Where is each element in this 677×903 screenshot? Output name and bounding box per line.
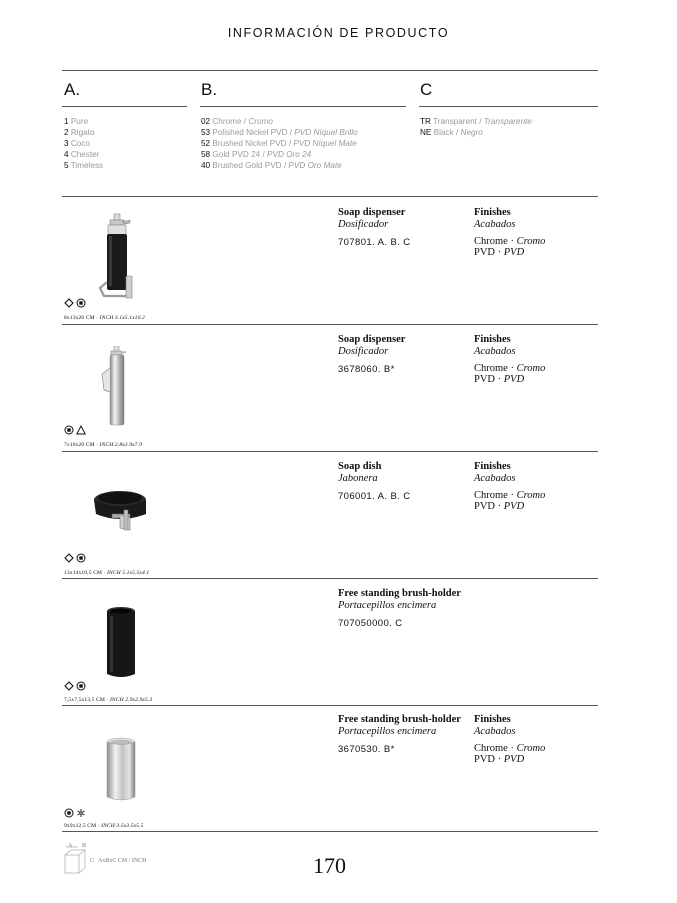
finish-option-1: Chrome · Cromo — [474, 490, 546, 501]
list-item: 52 Brushed Nickel PVD / PVD Níquel Mate — [201, 139, 357, 148]
bottom-rule — [62, 831, 598, 832]
target-square-icon — [76, 681, 86, 691]
product-name-es: Dosificador — [338, 346, 389, 357]
diamond-outline-icon — [64, 681, 74, 691]
product-code: 707801. A. B. C — [338, 237, 411, 248]
list-item: 4 Chester — [64, 150, 100, 159]
page-number: 170 — [313, 853, 346, 878]
finishes-label-es: Acabados — [474, 219, 516, 230]
list-item: 58 Gold PVD 24 / PVD Oro 24 — [201, 150, 312, 159]
list-item: 40 Brushed Gold PVD / PVD Oro Mate — [201, 161, 342, 170]
finish-option-2: PVD · PVD — [474, 374, 525, 385]
product-image-soap-dish — [90, 488, 154, 536]
finishes-label: Finishes — [474, 461, 511, 472]
finish-option-1: Chrome · Cromo — [474, 743, 546, 754]
section-rule — [62, 196, 598, 197]
finishes-label: Finishes — [474, 714, 511, 725]
finish-option-2: PVD · PVD — [474, 754, 525, 765]
legend-c: C — [90, 858, 95, 864]
column-c-rule — [419, 106, 598, 107]
target-square-icon — [76, 553, 86, 563]
legend-text: AxBxC CM / INCH — [98, 858, 147, 864]
target-square-icon — [76, 298, 86, 308]
list-item: 53 Polished Nickel PVD / PVD Níquel Brillo — [201, 128, 358, 137]
product-code: 3670530. B* — [338, 744, 395, 755]
product-name-es: Portacepillos encimera — [338, 600, 437, 611]
product-dimensions: 13x14x10,5 CM · INCH 5.1x5.5x4.1 — [64, 570, 150, 576]
product-code: 707050000. C — [338, 618, 403, 629]
diamond-outline-icon — [64, 298, 74, 308]
product-dimensions: 7,5x7,5x13,5 CM · INCH 2.9x2.9x5.3 — [64, 697, 153, 703]
legend-b: B — [82, 843, 87, 849]
product-name: Free standing brush-holder — [338, 588, 461, 599]
product-icons — [64, 298, 86, 308]
row-divider — [62, 451, 598, 452]
triangle-outline-icon — [76, 425, 86, 435]
target-square-icon — [64, 425, 74, 435]
product-icons — [64, 681, 86, 691]
product-icons — [64, 553, 86, 563]
finish-option-1: Chrome · Cromo — [474, 363, 546, 374]
finishes-label: Finishes — [474, 334, 511, 345]
product-dimensions: 9x9x12,5 CM · INCH 3.5x3.5x5.5 — [64, 823, 144, 829]
product-image-brush-holder-chrome — [104, 737, 138, 803]
product-name: Soap dish — [338, 461, 382, 472]
dimension-legend-cube-icon — [62, 843, 95, 877]
product-name: Soap dispenser — [338, 334, 406, 345]
product-image-brush-holder-black — [104, 606, 138, 680]
list-item: 1 Pure — [64, 117, 89, 126]
list-item: 02 Chrome / Cromo — [201, 117, 273, 126]
page-title: INFORMACIÓN DE PRODUCTO — [227, 26, 450, 40]
product-name: Soap dispenser — [338, 207, 406, 218]
list-item: 3 Coco — [64, 139, 90, 148]
row-divider — [62, 578, 598, 579]
diamond-outline-icon — [64, 553, 74, 563]
top-rule — [62, 70, 598, 71]
legend-a: A — [68, 843, 73, 849]
column-b-list — [201, 116, 358, 171]
snowflake-icon — [76, 808, 86, 818]
list-item: TR Transparent / Transparente — [420, 117, 532, 126]
row-divider — [62, 324, 598, 325]
product-name-es: Dosificador — [338, 219, 389, 230]
product-name-es: Jabonera — [338, 473, 378, 484]
finishes-label: Finishes — [474, 207, 511, 218]
column-a-heading: A. — [64, 80, 81, 99]
finish-option-2: PVD · PVD — [474, 501, 525, 512]
column-a-rule — [62, 106, 187, 107]
list-item: NE Black / Negro — [420, 128, 483, 137]
finishes-label-es: Acabados — [474, 346, 516, 357]
column-c-heading: C — [420, 80, 433, 99]
target-square-icon — [64, 808, 74, 818]
product-icons — [64, 425, 86, 435]
column-c-list — [420, 116, 532, 138]
finish-option-2: PVD · PVD — [474, 247, 525, 258]
product-code: 3678060. B* — [338, 364, 395, 375]
list-item: 2 Rigato — [64, 128, 95, 137]
product-dimensions: 8x13x26 CM · INCH 3.1x5.1x10.2 — [64, 315, 145, 321]
product-name-es: Portacepillos encimera — [338, 726, 437, 737]
product-image-soap-dispenser-chrome — [92, 346, 142, 428]
column-a-list — [64, 116, 103, 171]
product-dimensions: 7x10x20 CM · INCH 2.8x3.9x7.9 — [64, 442, 142, 448]
column-b-rule — [200, 106, 406, 107]
finish-option-1: Chrome · Cromo — [474, 236, 546, 247]
product-image-soap-dispenser-black — [86, 212, 146, 304]
product-name: Free standing brush-holder — [338, 714, 461, 725]
finishes-label-es: Acabados — [474, 473, 516, 484]
list-item: 5 Timeless — [64, 161, 104, 170]
product-icons — [64, 808, 86, 818]
row-divider — [62, 705, 598, 706]
column-b-heading: B. — [201, 80, 218, 99]
product-code: 706001. A. B. C — [338, 491, 411, 502]
finishes-label-es: Acabados — [474, 726, 516, 737]
